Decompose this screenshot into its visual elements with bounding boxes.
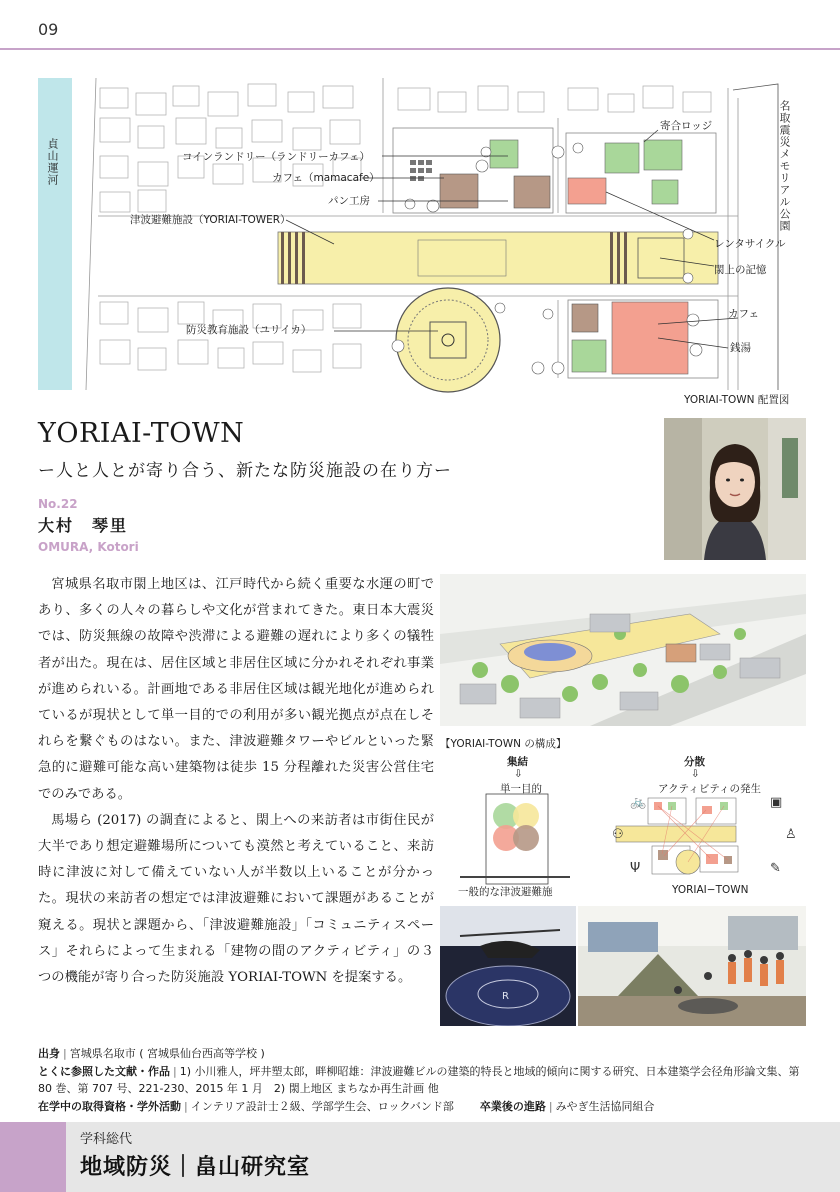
river-label: 貞山運河 <box>46 138 59 186</box>
department-label: 学科総代 <box>80 1132 133 1147</box>
people-icon: ⚇ <box>612 827 624 842</box>
aerial-rendering <box>440 574 806 726</box>
helipad-rendering <box>440 906 576 1026</box>
activities-value: インテリア設計士２級、学部学生会、ロックバンド部 <box>190 1099 454 1113</box>
student-name-roman: OMURA, Kotori <box>38 540 139 554</box>
footer-accent <box>0 1122 66 1192</box>
memory-label: 閖上の記憶 <box>714 264 767 276</box>
header-divider <box>0 48 840 50</box>
student-number: No.22 <box>38 497 78 511</box>
bakery-label: パン工房 <box>328 195 370 207</box>
body-paragraph-2: 馬場ら (2017) の調査によると、閖上への来訪者は市街住民が大半であり想定避難場所についても漠然と考えていること、来訪時に津波に対して備えていない人が半数以上いることが分かった。現状の来訪者の想定では津波避難において課題があることが窺える。現状と課題から、「津波避難施設」「コミュニティスペース」それらによって生まれる「建物の間のアクティビティ」の３つの機能が寄り合った防災施設 YORIAI-TOWN を提案する。 <box>38 812 434 986</box>
event-photo <box>578 906 806 1026</box>
career-value: みやぎ生活協同組合 <box>555 1099 655 1113</box>
composition-diagram <box>440 736 806 902</box>
pencil-icon: ✎ <box>770 861 781 876</box>
eureka-label: 防災教育施設（ユリイカ） <box>186 324 312 336</box>
diagram-right-caption: YORIAI−TOWN <box>672 884 749 896</box>
references-value: 1) 小川雅人，坪井塑太郎，畔柳昭雄：津波避難ビルの建築的特長と地域的傾向に関する研究、日本建築学会径角形論文集、第 80 巻、第 707 号、221-230、2015 年 1 月 2) 閖上地区 まちなか再生計画 他 <box>38 1064 800 1095</box>
project-title: YORIAI-TOWN <box>38 418 245 449</box>
profile-info <box>38 1045 808 1115</box>
student-portrait <box>664 418 806 560</box>
svg-text:R: R <box>502 991 509 1002</box>
walker-icon: ♙ <box>785 827 797 842</box>
body-text <box>38 572 434 991</box>
origin-row: 出身 | 宮城県名取市 ( 宮城県仙台西高等学校 ) <box>38 1047 265 1060</box>
site-plan-caption: YORIAI-TOWN 配置図 <box>684 394 790 406</box>
eureka-plan <box>396 288 500 392</box>
bathhouse-label: 銭湯 <box>730 342 751 354</box>
bicycle-icon: 🚲 <box>630 795 647 810</box>
activities-label: 在学中の取得資格・学外活動 <box>38 1099 181 1113</box>
diagram-left-sub: 単一目的 <box>500 783 542 795</box>
lodge-label: 寄合ロッジ <box>660 120 713 132</box>
dining-icon: Ψ <box>630 861 641 876</box>
rental-cycle-label: レンタサイクル <box>714 238 786 250</box>
page-number: 09 <box>38 20 59 39</box>
footer-band <box>0 1122 840 1192</box>
river-band <box>38 78 72 390</box>
career-label: 卒業後の進路 <box>479 1099 546 1113</box>
origin-label: 出身 <box>38 1047 60 1060</box>
diagram-left-title: 集結 <box>507 756 528 768</box>
origin-value: 宮城県名取市 ( 宮城県仙台西高等学校 ) <box>69 1047 265 1060</box>
references-label: とくに参照した文献・作品 <box>38 1064 170 1078</box>
project-subtitle: ー人と人とが寄り合う、新たな防災施設の在り方ー <box>38 461 452 481</box>
activities-row: 在学中の取得資格・学外活動 | インテリア設計士２級、学部学生会、ロックバンド部 卒業後の進路 | みやぎ生活協同組合 <box>38 1099 655 1113</box>
tower-label: 津波避難施設（YORIAI-TOWER） <box>130 214 291 226</box>
diagram-right-title: 分散 <box>684 756 705 768</box>
laboratory-name: 地域防災｜畠山研究室 <box>80 1155 311 1180</box>
cafe-label: カフェ <box>728 308 759 320</box>
diagram-heading: 【YORIAI-TOWN の構成】 <box>440 738 567 750</box>
diagram-right-sub: アクティビティの発生 <box>658 783 762 795</box>
student-name: 大村 琴里 <box>38 516 129 535</box>
memorial-park-label: 名取震災メモリアル公園 <box>778 100 791 232</box>
body-paragraph-1: 宮城県名取市閖上地区は、江戸時代から続く重要な水運の町であり、多くの人々の暮らしや文化が営まれてきた。東日本大震災では、防災無線の故障や渋滞による避難の遅れにより多くの犠牲者が出た。現在は、居住区域と非居住区域に分かれそれぞれ事業が進められいる。計画地である非居住区域は観光地化が進められているが現状として単一目的での利用が多い観光拠点が点在しそれらを繋ぐものはない。また、津波避難タワーやビルといった緊急的に避難可能な高い建築物は徒歩 15 分程離れた災害公営住宅でのみである。 <box>38 577 434 802</box>
diagram-left-caption: 一般的な津波避難施 <box>458 886 553 898</box>
references-row: とくに参照した文献・作品 | 1) 小川雅人，坪井塑太郎，畔柳昭雄：津波避難ビルの建築的特長と地域的傾向に関する研究、日本建築学会径角形論文集、第 80 巻、第 707 号、221-230、2015 年 1 月 2) 閖上地区 まちなか再生計画 他 <box>38 1064 800 1095</box>
coin-laundry-label: コインランドリー（ランドリーカフェ） <box>182 151 370 163</box>
site-plan <box>38 78 808 408</box>
diagram-left-arrow: ⇩ <box>514 768 523 780</box>
bag-icon: ▣ <box>770 795 783 810</box>
mamacafe-label: カフェ（mamacafe） <box>272 172 380 184</box>
diagram-right-arrow: ⇩ <box>691 768 700 780</box>
